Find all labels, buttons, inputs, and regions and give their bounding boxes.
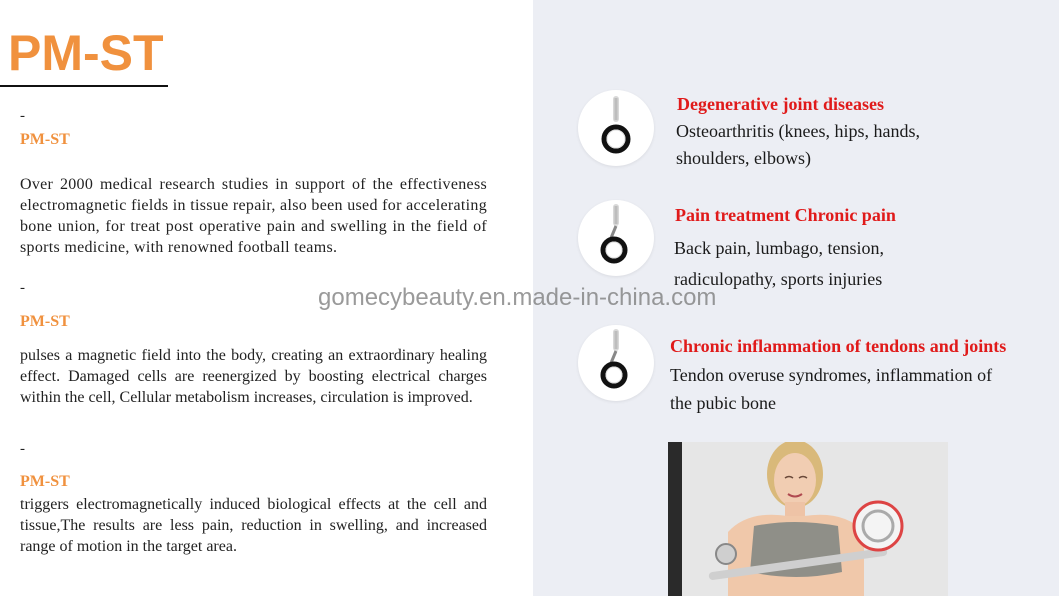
condition-1-title: Degenerative joint diseases <box>677 94 884 114</box>
condition-2-title: Pain treatment Chronic pain <box>675 205 896 225</box>
condition-1-desc-line-1: Osteoarthritis (knees, hips, hands, <box>676 121 920 141</box>
section-2-text: pulses a magnetic field into the body, creating an extraordinary healing effect. Damaged cells are reenergized by boosting electrical charges within the cell, Cellular metabolism increases, circulation is improved. <box>20 347 487 406</box>
section-1-subtitle: PM-ST <box>20 131 70 148</box>
condition-2-desc-line-2: radiculopathy, sports injuries <box>674 269 883 289</box>
condition-3-title: Chronic inflammation of tendons and joints <box>670 336 1007 356</box>
page-title: PM-ST <box>8 25 164 81</box>
section-1-dash: - <box>20 108 25 124</box>
section-2-subtitle: PM-ST <box>20 313 70 330</box>
condition-3-desc-line-2: the pubic bone <box>670 393 776 413</box>
section-3-dash: - <box>20 441 25 457</box>
condition-1-desc-line-2: shoulders, elbows) <box>676 148 811 168</box>
section-3-text: triggers electromagnetically induced biological effects at the cell and tissue,The results are less pain, reduction in swelling, and increased range of motion in the target area. <box>20 496 487 555</box>
section-1-text: Over 2000 medical research studies in support of the effectiveness electromagnetic fields in tissue repair, also been used for accelerating bone union, for treat post operative pain and swelling in the field of sports medicine, with renowned football teams. <box>20 176 487 256</box>
condition-2-desc-line-1: Back pain, lumbago, tension, <box>674 238 884 258</box>
condition-3-desc-line-1: Tendon overuse syndromes, inflammation of <box>670 365 993 385</box>
pemf-ring-applicator-icon <box>578 90 654 166</box>
title-underline <box>0 85 168 87</box>
pemf-ring-applicator-icon <box>578 325 654 401</box>
pemf-ring-applicator-icon <box>578 200 654 276</box>
product-demo-photo <box>668 442 948 596</box>
section-3-subtitle: PM-ST <box>20 473 70 490</box>
watermark-text: gomecybeauty.en.made-in-china.com <box>318 284 717 311</box>
section-2-dash: - <box>20 280 25 296</box>
